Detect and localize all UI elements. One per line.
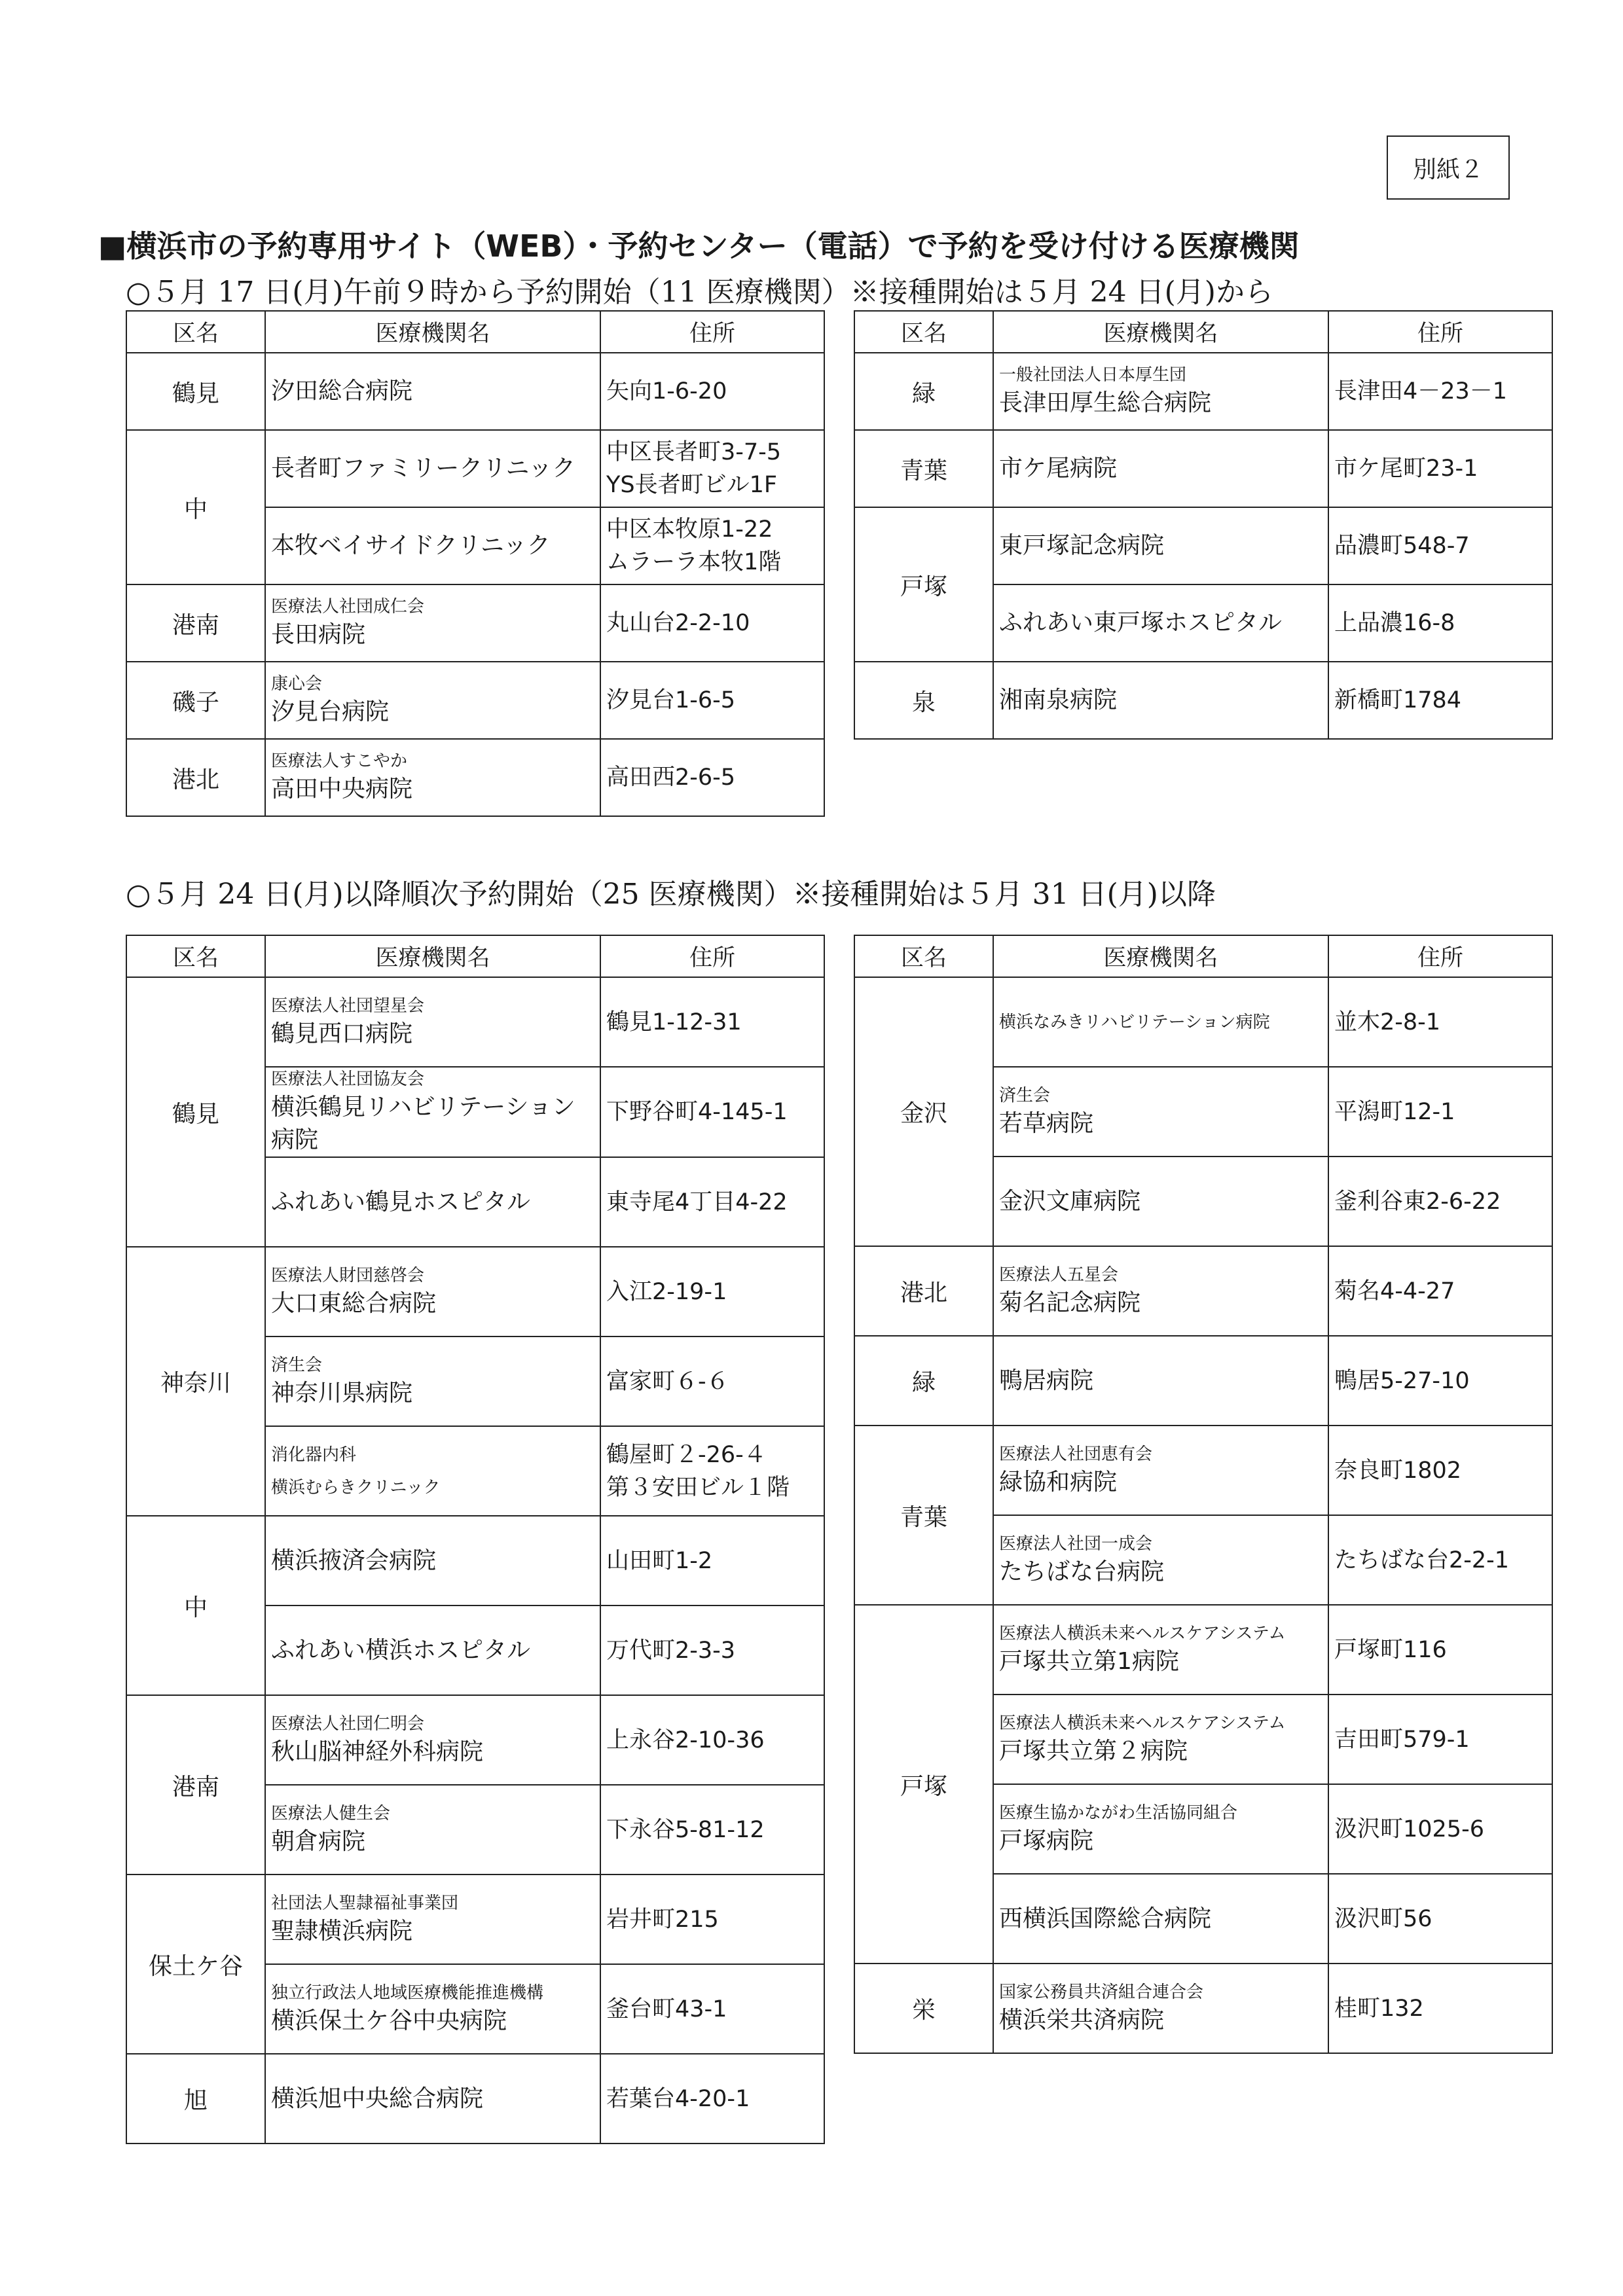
facility-cell [265, 1426, 600, 1516]
table-row [126, 2054, 824, 2144]
facility-cell [265, 353, 600, 430]
facility-name: 横浜旭中央総合病院 [271, 2085, 484, 2112]
facility-name: 秋山脳神経外科病院 [271, 1738, 484, 1765]
address-line: 鶴屋町２-26-４ [606, 1441, 767, 1468]
facility-name: 本牧ベイサイドクリニック [271, 532, 551, 559]
address-cell [1328, 1246, 1552, 1336]
ward-cell: 栄 [854, 1964, 993, 2053]
table-row [854, 1964, 1552, 2053]
facility-table [126, 310, 825, 817]
facility-name: 湘南泉病院 [999, 687, 1118, 713]
table-section1-right [854, 310, 1553, 740]
facility-cell [265, 1336, 600, 1426]
table-row [126, 353, 824, 430]
page-title: ■横浜市の予約専用サイト（WEB）・予約センター（電話）で予約を受け付ける医療機関 [98, 228, 1300, 264]
facility-name: 戸塚病院 [999, 1827, 1094, 1854]
facility-name: 金沢文庫病院 [999, 1187, 1141, 1215]
facility-cell [993, 1695, 1328, 1784]
address-cell [600, 353, 824, 430]
facility-name: ふれあい鶴見ホスピタル [271, 1188, 531, 1215]
corporation-name: 医療法人社団恵有会 [999, 1444, 1153, 1464]
table-row [126, 1247, 824, 1336]
facility-cell [265, 1157, 600, 1247]
address-cell [1328, 977, 1552, 1067]
address-cell [1328, 353, 1552, 430]
address-line: たちばな台2-2-1 [1334, 1547, 1510, 1573]
corporation-name: 医療法人すこやか [271, 751, 408, 771]
facility-name: 東戸塚記念病院 [999, 532, 1165, 559]
facility-name: 若草病院 [999, 1109, 1094, 1137]
header-address: 住所 [1328, 311, 1552, 353]
facility-cell [265, 662, 600, 739]
address-cell [1328, 1695, 1552, 1784]
facility-cell [993, 1157, 1328, 1246]
facility-name: 鴨居病院 [999, 1367, 1094, 1394]
facility-name: 横浜保土ケ谷中央病院 [271, 2007, 507, 2034]
table-header-row [126, 935, 824, 977]
header-ward: 区名 [126, 935, 265, 977]
ward-cell: 磯子 [126, 662, 265, 739]
header-address: 住所 [1328, 935, 1552, 977]
facility-cell [265, 1695, 600, 1785]
table-row [126, 1695, 824, 1785]
address-cell [600, 584, 824, 662]
ward-cell: 青葉 [854, 430, 993, 507]
address-line: 上永谷2-10-36 [606, 1727, 765, 1753]
address-cell [600, 1157, 824, 1247]
facility-cell [265, 430, 600, 507]
facility-cell [993, 1964, 1328, 2053]
facility-cell [993, 1067, 1328, 1157]
header-address: 住所 [600, 935, 824, 977]
facility-name: 菊名記念病院 [999, 1289, 1141, 1316]
table-row [854, 662, 1552, 739]
address-cell [600, 1067, 824, 1157]
facility-cell [993, 1515, 1328, 1605]
ward-cell: 保土ケ谷 [126, 1874, 265, 2054]
ward-cell: 戸塚 [854, 1605, 993, 1964]
address-line: 高田西2-6-5 [606, 764, 736, 791]
facility-cell [265, 1605, 600, 1695]
address-line: 下永谷5-81-12 [606, 1816, 765, 1843]
table-row [854, 353, 1552, 430]
address-line: 中区長者町3-7-5 [606, 439, 782, 465]
ward-cell: 泉 [854, 662, 993, 739]
address-cell [600, 507, 824, 584]
address-cell [1328, 507, 1552, 584]
facility-cell [265, 1964, 600, 2054]
address-cell [1328, 1784, 1552, 1874]
corporation-name: 医療生協かながわ生活協同組合 [999, 1803, 1238, 1823]
address-line: 岩井町215 [606, 1906, 719, 1933]
address-line: 奈良町1802 [1334, 1457, 1462, 1484]
address-line: 釜台町43-1 [606, 1996, 727, 2022]
table-row [126, 584, 824, 662]
corporation-name: 医療法人横浜未来ヘルスケアシステム [999, 1623, 1286, 1643]
corporation-name: 済生会 [999, 1085, 1051, 1105]
table-row [854, 1246, 1552, 1336]
facility-cell [265, 1785, 600, 1874]
facility-name: ふれあい横浜ホスピタル [271, 1636, 531, 1664]
address-line: 上品濃16-8 [1334, 610, 1455, 636]
ward-cell: 神奈川 [126, 1247, 265, 1516]
facility-cell [993, 1874, 1328, 1964]
table-section1-left [126, 310, 825, 817]
header-address: 住所 [600, 311, 824, 353]
facility-cell [993, 353, 1328, 430]
facility-name: 高田中央病院 [271, 776, 413, 802]
facility-name: 横浜掖済会病院 [271, 1547, 437, 1574]
facility-name: 長津田厚生総合病院 [999, 389, 1212, 416]
address-line: 汐見台1-6-5 [606, 687, 736, 713]
facility-cell [265, 1516, 600, 1605]
facility-name: 戸塚共立第1病院 [999, 1647, 1179, 1675]
address-cell [600, 1605, 824, 1695]
address-line: 山田町1-2 [606, 1547, 713, 1574]
address-cell [600, 1785, 824, 1874]
facility-cell [993, 977, 1328, 1067]
ward-cell: 中 [126, 1516, 265, 1695]
address-line: YS長者町ビル1F [606, 472, 777, 498]
address-cell [1328, 1157, 1552, 1246]
address-line: 市ケ尾町23-1 [1334, 456, 1478, 482]
address-cell [600, 2054, 824, 2144]
facility-name: 横浜むらきクリニック [271, 1477, 441, 1498]
corporation-name: 独立行政法人地域医療機能推進機構 [271, 1982, 544, 2003]
facility-cell [993, 507, 1328, 584]
address-line: ムラーラ本牧1階 [606, 549, 782, 575]
address-line: 新橋町1784 [1334, 687, 1462, 713]
facility-name: 鶴見西口病院 [271, 1020, 413, 1047]
facility-name: 市ケ尾病院 [999, 455, 1118, 482]
address-cell [600, 1336, 824, 1426]
header-ward: 区名 [854, 935, 993, 977]
facility-cell [993, 662, 1328, 739]
attachment-label: 別紙２ [1387, 135, 1510, 200]
table-row [126, 977, 824, 1067]
table-row [126, 739, 824, 816]
corporation-name: 一般社団法人日本厚生団 [999, 365, 1187, 385]
corporation-name: 医療法人財団慈啓会 [271, 1265, 425, 1285]
table-row [854, 1336, 1552, 1426]
table-header-row [126, 311, 824, 353]
table-row [854, 507, 1552, 584]
table-row [854, 430, 1552, 507]
address-line: 並木2-8-1 [1334, 1009, 1441, 1035]
table-header-row [854, 935, 1552, 977]
facility-name: 神奈川県病院 [271, 1379, 413, 1407]
facility-name: 朝倉病院 [271, 1827, 366, 1855]
facility-cell [993, 1605, 1328, 1695]
corporation-name: 医療法人五星会 [999, 1265, 1119, 1285]
ward-cell: 金沢 [854, 977, 993, 1246]
corporation-name: 医療法人健生会 [271, 1803, 391, 1823]
table-row [854, 1605, 1552, 1695]
address-line: 万代町2-3-3 [606, 1637, 736, 1664]
header-name: 医療機関名 [265, 935, 600, 977]
address-line: 矢向1-6-20 [606, 378, 727, 404]
ward-cell: 鶴見 [126, 977, 265, 1247]
address-cell [600, 1964, 824, 2054]
ward-cell: 戸塚 [854, 507, 993, 662]
address-line: 富家町６-６ [606, 1368, 729, 1395]
ward-cell: 港南 [126, 584, 265, 662]
ward-cell: 港北 [126, 739, 265, 816]
facility-cell [265, 584, 600, 662]
address-line: 菊名4-4-27 [1334, 1278, 1455, 1304]
table-row [126, 1516, 824, 1605]
corporation-name: 医療法人社団一成会 [999, 1534, 1153, 1554]
corporation-name: 医療法人社団仁明会 [271, 1713, 425, 1734]
ward-cell: 港南 [126, 1695, 265, 1874]
address-line: 桂町132 [1334, 1995, 1424, 2022]
corporation-name: 医療法人社団望星会 [271, 996, 425, 1016]
facility-table [854, 310, 1553, 740]
facility-cell [265, 1067, 600, 1157]
facility-cell [265, 2054, 600, 2144]
facility-name: 大口東総合病院 [271, 1289, 437, 1317]
address-cell [1328, 1067, 1552, 1157]
ward-cell: 緑 [854, 353, 993, 430]
corporation-name: 医療法人社団協友会 [271, 1069, 425, 1089]
table-section2-left [126, 935, 825, 2144]
address-cell [600, 739, 824, 816]
section-1-heading: ○５月 17 日(月)午前９時から予約開始（11 医療機関）※接種開始は５月 24 日(月)から [126, 276, 1273, 309]
address-line: 吉田町579-1 [1334, 1726, 1470, 1753]
address-cell [600, 1695, 824, 1785]
address-line: 汲沢町1025-6 [1334, 1816, 1484, 1842]
facility-cell [265, 1247, 600, 1336]
table-row [126, 1874, 824, 1964]
facility-name: 聖隷横浜病院 [271, 1917, 413, 1945]
address-line: 汲沢町56 [1334, 1905, 1432, 1932]
address-cell [1328, 1605, 1552, 1695]
facility-cell [993, 1784, 1328, 1874]
facility-name: たちばな台病院 [999, 1558, 1165, 1585]
header-ward: 区名 [126, 311, 265, 353]
facility-cell [993, 1426, 1328, 1515]
ward-cell: 港北 [854, 1246, 993, 1336]
address-cell [1328, 1964, 1552, 2053]
address-cell [1328, 1874, 1552, 1964]
address-line: 第３安田ビル１階 [606, 1474, 790, 1501]
address-line: 鴨居5-27-10 [1334, 1367, 1470, 1394]
facility-name: 戸塚共立第２病院 [999, 1737, 1188, 1765]
address-cell [600, 430, 824, 507]
facility-name: 消化器内科 [271, 1444, 357, 1465]
address-cell [1328, 662, 1552, 739]
table-section2-right [854, 935, 1553, 2054]
address-cell [1328, 1336, 1552, 1426]
ward-cell: 中 [126, 430, 265, 584]
facility-name: 長田病院 [271, 621, 366, 648]
address-cell [1328, 1426, 1552, 1515]
address-line: 鶴見1-12-31 [606, 1009, 742, 1035]
facility-cell [265, 739, 600, 816]
table-header-row [854, 311, 1552, 353]
ward-cell: 鶴見 [126, 353, 265, 430]
facility-cell [993, 430, 1328, 507]
ward-cell: 青葉 [854, 1426, 993, 1605]
address-cell [600, 1426, 824, 1516]
facility-name: 長者町ファミリークリニック [271, 455, 576, 482]
table-row [126, 430, 824, 507]
header-name: 医療機関名 [993, 311, 1328, 353]
address-cell [600, 1247, 824, 1336]
facility-cell [993, 584, 1328, 662]
facility-cell [993, 1336, 1328, 1426]
facility-name: 横浜なみきリハビリテーション病院 [999, 1012, 1270, 1032]
address-cell [600, 977, 824, 1067]
address-line: 入江2-19-1 [606, 1278, 727, 1305]
corporation-name: 医療法人社団成仁会 [271, 597, 425, 617]
address-line: 丸山台2-2-10 [606, 610, 750, 636]
facility-name: 横浜栄共済病院 [999, 2006, 1165, 2034]
table-row [854, 1426, 1552, 1515]
facility-table [126, 935, 825, 2144]
table-row [126, 662, 824, 739]
address-line: 戸塚町116 [1334, 1636, 1447, 1663]
facility-name: 横浜鶴見リハビリテーション病院 [271, 1094, 575, 1153]
header-name: 医療機関名 [265, 311, 600, 353]
facility-name: 汐見台病院 [271, 698, 390, 725]
header-ward: 区名 [854, 311, 993, 353]
address-line: 長津田4－23－1 [1334, 378, 1508, 404]
address-line: 平潟町12-1 [1334, 1098, 1455, 1125]
address-cell [600, 1516, 824, 1605]
facility-cell [265, 1874, 600, 1964]
ward-cell: 緑 [854, 1336, 993, 1426]
facility-name: 西横浜国際総合病院 [999, 1905, 1212, 1932]
facility-cell [993, 1246, 1328, 1336]
corporation-name: 社団法人聖隷福祉事業団 [271, 1893, 459, 1913]
facility-cell [265, 507, 600, 584]
section-2-heading: ○５月 24 日(月)以降順次予約開始（25 医療機関）※接種開始は５月 31 日(月)以降 [126, 878, 1216, 911]
address-line: 下野谷町4-145-1 [606, 1099, 788, 1125]
facility-name: 緑協和病院 [999, 1468, 1118, 1496]
corporation-name: 済生会 [271, 1355, 323, 1375]
address-line: 東寺尾4丁目4-22 [606, 1189, 788, 1215]
table-row [854, 977, 1552, 1067]
corporation-name: 国家公務員共済組合連合会 [999, 1982, 1204, 2002]
corporation-name: 医療法人横浜未来ヘルスケアシステム [999, 1713, 1286, 1733]
address-cell [1328, 1515, 1552, 1605]
corporation-name: 康心会 [271, 674, 323, 694]
address-line: 品濃町548-7 [1334, 533, 1470, 559]
facility-name: ふれあい東戸塚ホスピタル [999, 609, 1283, 636]
address-line: 若葉台4-20-1 [606, 2085, 750, 2112]
facility-table [854, 935, 1553, 2054]
address-cell [600, 1874, 824, 1964]
address-cell [1328, 584, 1552, 662]
ward-cell: 旭 [126, 2054, 265, 2144]
address-cell [600, 662, 824, 739]
address-line: 釜利谷東2-6-22 [1334, 1188, 1501, 1215]
facility-name: 汐田総合病院 [271, 378, 413, 404]
header-name: 医療機関名 [993, 935, 1328, 977]
address-line: 中区本牧原1-22 [606, 516, 773, 543]
facility-cell [265, 977, 600, 1067]
address-cell [1328, 430, 1552, 507]
